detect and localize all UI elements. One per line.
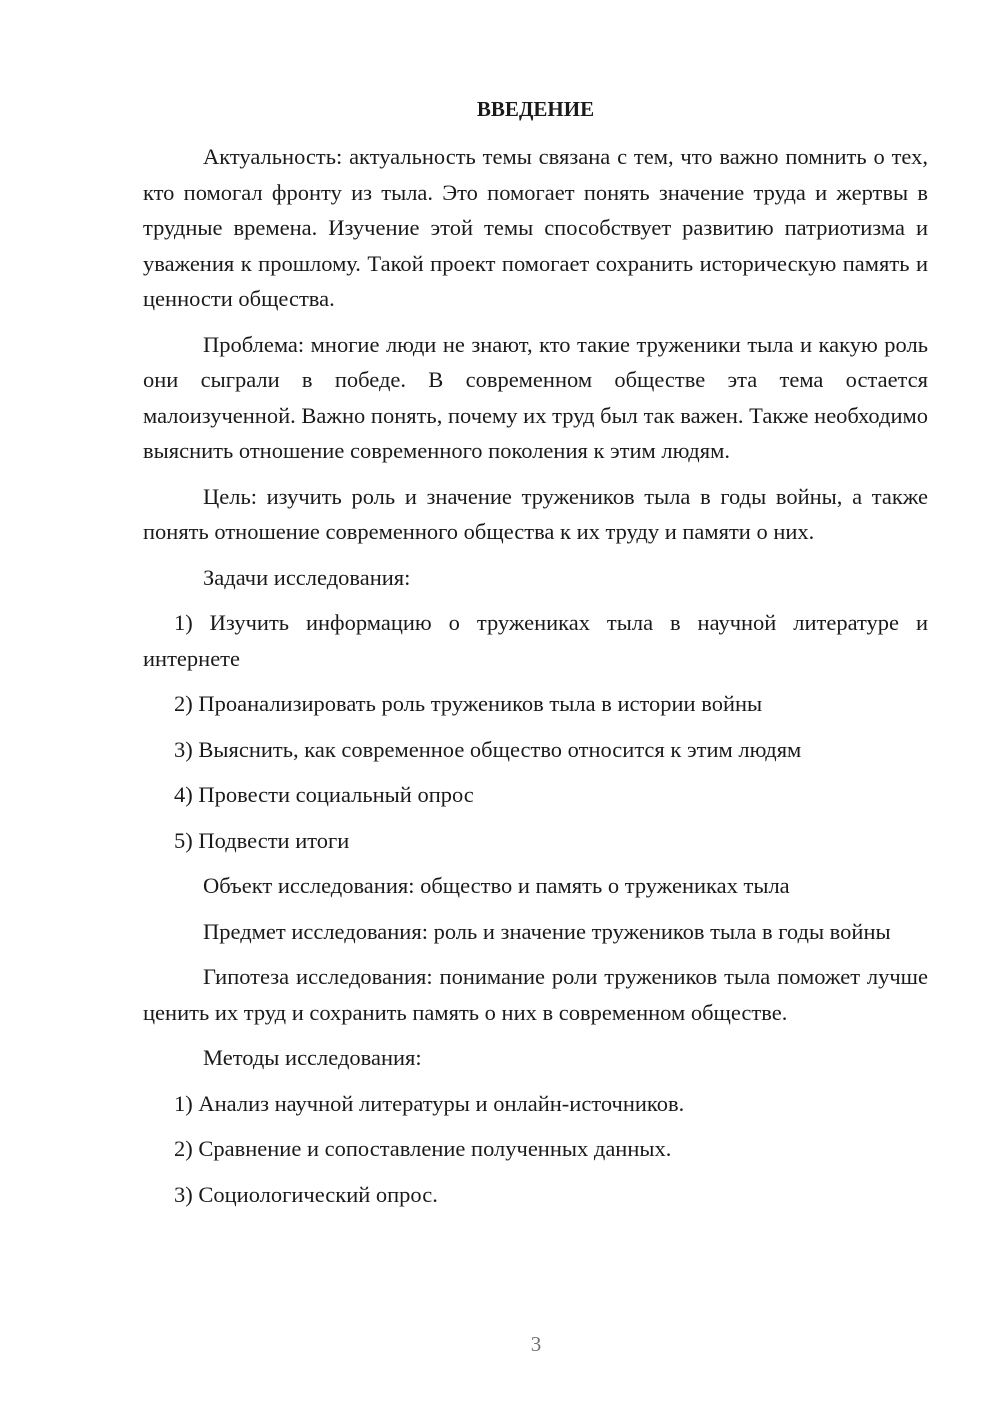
page-content <box>143 92 928 1222</box>
hypothesis-paragraph: Гипотеза исследования: понимание роли тружеников тыла поможет лучше ценить их труд и сохранить память о них в современном обществе. <box>143 964 928 1025</box>
method-item-3: 3) Социологический опрос. <box>174 1181 438 1207</box>
methods-heading: Методы исследования: <box>203 1045 422 1070</box>
method-item-2: 2) Сравнение и сопоставление полученных данных. <box>174 1136 672 1161</box>
page-number: 3 <box>530 1332 542 1356</box>
relevance-paragraph: Актуальность: актуальность темы связана с тем, что важно помнить о тех, кто помогал фронту из тыла. Это помогает понять значение труда и жертвы в трудные времена. Изучение этой темы способствует развитию патриотизма и уважения к прошлому. Такой проект помогает сохранить историческую память и ценности общества. <box>143 144 928 311</box>
page-title: ВВЕДЕНИЕ <box>476 97 595 121</box>
task-item-5: 5) Подвести итоги <box>174 827 350 853</box>
task-item-3: 3) Выяснить, как современное общество относится к этим людям <box>174 736 802 762</box>
goal-paragraph: Цель: изучить роль и значение тружеников тыла в годы войны, а также понять отношение современного общества к их труду и памяти о них. <box>143 483 928 544</box>
task-item-1: 1) Изучить информацию о тружениках тыла в научной литературе и интернете <box>143 610 928 671</box>
method-item-1: 1) Анализ научной литературы и онлайн-источников. <box>174 1090 685 1116</box>
task-item-2: 2) Проанализировать роль тружеников тыла в истории войны <box>174 691 763 716</box>
problem-paragraph: Проблема: многие люди не знают, кто такие труженики тыла и какую роль они сыграли в победе. В современном обществе эта тема остается малоизученной. Важно понять, почему их труд был так важен. Также необходимо выяснить отношение современного поколения к этим людям. <box>143 331 928 463</box>
tasks-heading: Задачи исследования: <box>203 564 411 590</box>
subject-paragraph: Предмет исследования: роль и значение тружеников тыла в годы войны <box>203 918 891 944</box>
task-item-4: 4) Провести социальный опрос <box>174 782 474 807</box>
object-paragraph: Объект исследования: общество и память о тружениках тыла <box>203 873 790 898</box>
